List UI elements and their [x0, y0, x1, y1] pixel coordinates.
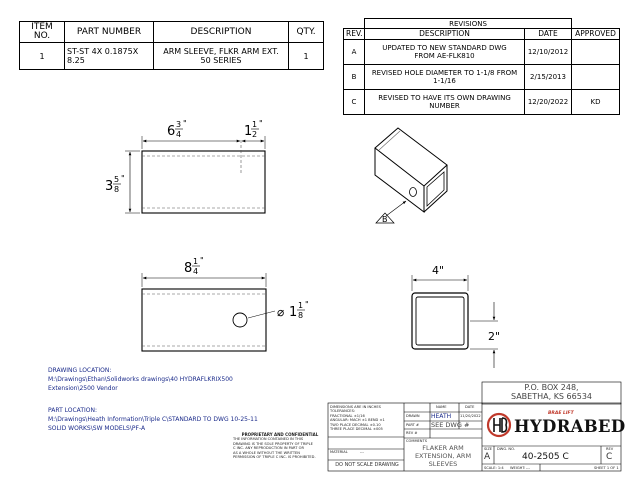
bom-part-line1: ST-ST 4X 0.1875X: [67, 47, 139, 56]
tolerance-line: THREE PLACE DECIMAL ±005: [330, 427, 383, 432]
rev-value: C: [606, 452, 613, 462]
rev-header-description: DESCRIPTION: [365, 29, 525, 40]
dwg-no-value: 40-2505 C: [522, 452, 569, 462]
weight-value: ---: [526, 466, 530, 470]
part-title-line2: EXTENSION, ARM: [414, 452, 472, 460]
rev-no-label: REV #: [406, 431, 418, 435]
proprietary-line: THE INFORMATION CONTAINED IN THIS: [233, 437, 304, 442]
svg-text:5: 5: [114, 175, 120, 184]
svg-text:1: 1: [244, 124, 253, 139]
dim-end-offset: [244, 119, 263, 139]
tolerance-line: TWO PLACE DECIMAL ±0.10: [330, 422, 381, 427]
rev-letter: C: [344, 90, 365, 115]
bom-desc-line1: ARM SLEEVE, FLKR ARM EXT.: [163, 47, 279, 56]
rev-date: 12/20/2022: [525, 90, 572, 115]
drawing-location-line1: M:\Drawings\Ethan\Solidworks drawings\40 HYDRAFLKRIX500: [48, 376, 233, 383]
dim-hole-diameter: [277, 300, 309, 320]
dim-height: [105, 174, 125, 194]
rev-letter: B: [344, 65, 365, 90]
svg-text:8: 8: [298, 311, 304, 320]
svg-text:3: 3: [105, 179, 114, 194]
side-view-lower: [142, 273, 275, 351]
part-title-line3: SLEEVES: [428, 460, 458, 468]
end-outer: [412, 293, 468, 349]
rev-desc-line2: FROM AE-FLK810: [414, 52, 475, 60]
side-view-upper: [125, 136, 265, 213]
dwg-no-label: DWG. NO.: [497, 447, 515, 451]
rev-label: REV: [606, 447, 614, 451]
tolerance-line: ANGULAR: MACH ±1 BEND ±1: [330, 418, 385, 423]
rev-desc-line1: REVISED HOLE DIAMETER TO 1-1/8 FROM: [371, 69, 518, 77]
bom-header-item-no: ITEM NO.: [20, 22, 65, 43]
svg-text:": ": [259, 119, 263, 128]
bom-item-no: 1: [20, 43, 65, 70]
rev-header-rev: REV.: [344, 29, 365, 40]
proprietary-line: C INC. ANY REPRODUCTION IN PART OR: [233, 446, 304, 451]
part-location-line1: M:\Drawings\Heath Information\Triple C\STANDARD TO DWG 10-25-11: [48, 416, 258, 423]
drawing-location-note: [48, 366, 233, 393]
part-location-line2: SOLID WORKS\SW MODELS\PF-A: [48, 425, 146, 432]
svg-text:2: 2: [252, 130, 258, 139]
proprietary-title: PROPRIETARY AND CONFIDENTIAL: [241, 432, 319, 437]
detail-leader: [386, 201, 406, 216]
no-scale-note: DO NOT SCALE DRAWING: [335, 462, 399, 468]
comments-label: COMMENTS: [406, 439, 427, 443]
svg-text:": ": [200, 256, 204, 265]
bom-header-qty: QTY.: [289, 22, 324, 43]
hole-leader: [248, 311, 275, 318]
part-no-label: PART #: [406, 423, 419, 427]
scale-label: SCALE: 1:4: [484, 466, 504, 470]
rev-date: 2/15/2013: [525, 65, 572, 90]
part-no-value: SEE DWG #: [431, 421, 470, 429]
iso-hole: [410, 188, 417, 197]
rev-desc-line2: NUMBER: [429, 102, 460, 110]
drawn-date: 11/20/2022: [460, 414, 481, 418]
svg-text:8: 8: [114, 185, 120, 194]
proprietary-line: PERMISSION OF TRIPLE C INC. IS PROHIBITED.: [233, 455, 316, 460]
isometric-view: [375, 128, 447, 223]
svg-text:1: 1: [289, 305, 298, 320]
svg-text:": ": [121, 174, 125, 183]
rev-approved: KD: [572, 90, 620, 115]
end-inner: [416, 297, 464, 345]
tube-outline: [142, 151, 265, 213]
brand-tag: BRAE LIFT: [548, 411, 574, 416]
dim-overall-length: [167, 119, 187, 139]
rev-letter: A: [344, 40, 365, 65]
svg-text:6: 6: [167, 124, 176, 139]
tolerance-line: FRACTIONAL ±1/16: [330, 413, 365, 418]
size-label: SIZE: [484, 447, 493, 451]
side-hole: [233, 313, 247, 327]
drawn-name: HEATH: [431, 413, 452, 420]
dim-tube-height: 2": [488, 330, 501, 343]
bom-header-description: DESCRIPTION: [154, 22, 289, 43]
part-location-note: [48, 406, 258, 433]
svg-text:1: 1: [252, 120, 258, 129]
proprietary-line: AS A WHOLE WITHOUT THE WRITTEN: [233, 450, 300, 455]
rev-date: 12/10/2012: [525, 40, 572, 65]
weight-label: WEIGHT:: [510, 466, 526, 470]
drawing-location-title: DRAWING LOCATION:: [48, 367, 112, 374]
part-title-line1: FLAKER ARM: [422, 444, 464, 452]
proprietary-line: DRAWING IS THE SOLE PROPERTY OF TRIPLE: [233, 441, 313, 446]
date-header: DATE: [465, 405, 475, 409]
svg-text:8: 8: [184, 261, 193, 276]
rev-desc-line1: REVISED TO HAVE ITS OWN DRAWING: [378, 94, 511, 102]
tolerance-line: DIMENSIONS ARE IN INCHES: [330, 405, 381, 409]
svg-text:1: 1: [298, 301, 304, 310]
rev-header-date: DATE: [525, 29, 572, 40]
rev-desc-line1: UPDATED TO NEW STANDARD DWG: [382, 44, 507, 52]
tolerance-line: TOLERANCES:: [330, 409, 356, 414]
iso-top-face: [375, 128, 447, 186]
material-value: ---: [360, 450, 364, 454]
svg-text:": ": [183, 119, 187, 128]
svg-text:4: 4: [193, 267, 199, 276]
svg-text:3: 3: [176, 120, 182, 129]
sheet-label: SHEET 1 OF 1: [594, 466, 619, 470]
name-header: NAME: [436, 405, 447, 409]
part-location-title: PART LOCATION:: [48, 407, 97, 414]
bom-qty: 1: [289, 43, 324, 70]
drawn-label: DRAWN: [406, 414, 420, 418]
detail-callout-label: B: [382, 215, 388, 224]
rev-desc-line2: 1-1/16: [433, 77, 456, 85]
brand-name: HYDRABED: [514, 417, 626, 436]
end-view: [412, 275, 501, 368]
bom-part-line2: 8.25: [67, 56, 85, 65]
dim-tube-width: 4": [432, 264, 445, 277]
material-label: MATERIAL: [330, 450, 348, 454]
svg-text:⌀: ⌀: [277, 305, 285, 319]
dim-length-lower: [184, 256, 204, 276]
svg-text:4: 4: [176, 130, 182, 139]
size-value: A: [484, 452, 491, 462]
rev-header-approved: APPROVED: [572, 29, 620, 40]
drawing-location-line2: Extension\2500 Vendor: [48, 385, 118, 392]
bom-header-part-number: PART NUMBER: [65, 22, 154, 43]
svg-text:": ": [305, 300, 309, 309]
svg-text:1: 1: [193, 257, 199, 266]
revisions-title: REVISIONS: [365, 19, 572, 29]
address-line1: P.O. BOX 248,: [524, 383, 579, 392]
address-line2: SABETHA, KS 66534: [510, 392, 593, 401]
bom-desc-line2: 50 SERIES: [200, 56, 242, 65]
